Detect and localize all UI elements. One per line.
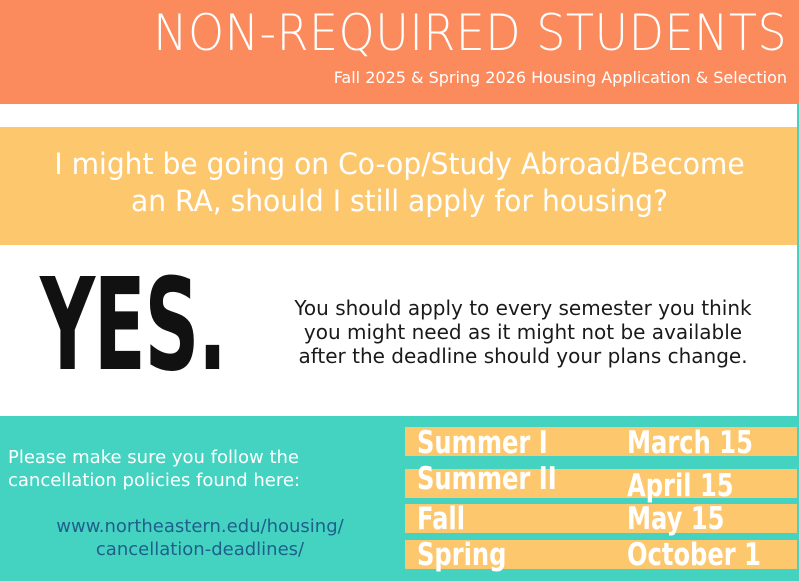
answer-explanation (263, 296, 783, 369)
cancellation-message (8, 446, 368, 493)
page-title: NON-REQUIRED STUDENTS (153, 4, 787, 62)
deadline-row (405, 537, 797, 573)
deadline-date: May 15 (627, 501, 725, 537)
deadline-term: Spring (417, 537, 507, 573)
cancellation-link[interactable] (0, 515, 400, 562)
header-banner (0, 0, 799, 104)
deadline-date: April 15 (627, 468, 734, 504)
question-line-1: I might be going on Co-op/Study Abroad/Become (54, 147, 745, 181)
answer-yes: YES. (40, 251, 226, 400)
answer-line-3: after the deadline should your plans change. (298, 344, 748, 369)
deadline-term: Fall (417, 501, 465, 537)
question-banner (0, 127, 799, 245)
cancellation-line-2: cancellation policies found here: (8, 470, 300, 492)
question-text (12, 146, 787, 220)
deadline-term: Summer I (417, 425, 548, 461)
deadline-term: Summer II (417, 461, 557, 497)
question-line-2: an RA, should I still apply for housing? (131, 184, 668, 219)
cancellation-line-1: Please make sure you follow the (8, 447, 300, 468)
deadline-date: October 1 (627, 537, 761, 573)
deadline-row (405, 461, 797, 504)
page-subtitle: Fall 2025 & Spring 2026 Housing Application & Selection (333, 68, 787, 87)
answer-line-2: you might need as it might not be available (303, 320, 743, 345)
deadline-date: March 15 (627, 425, 753, 461)
deadline-row (405, 425, 797, 461)
answer-line-1: You should apply to every semester you think (294, 296, 752, 320)
deadline-row (405, 501, 797, 537)
cancellation-link-line-1[interactable]: www.northeastern.edu/housing/ (56, 516, 344, 537)
cancellation-link-line-2[interactable]: cancellation-deadlines/ (95, 539, 305, 561)
